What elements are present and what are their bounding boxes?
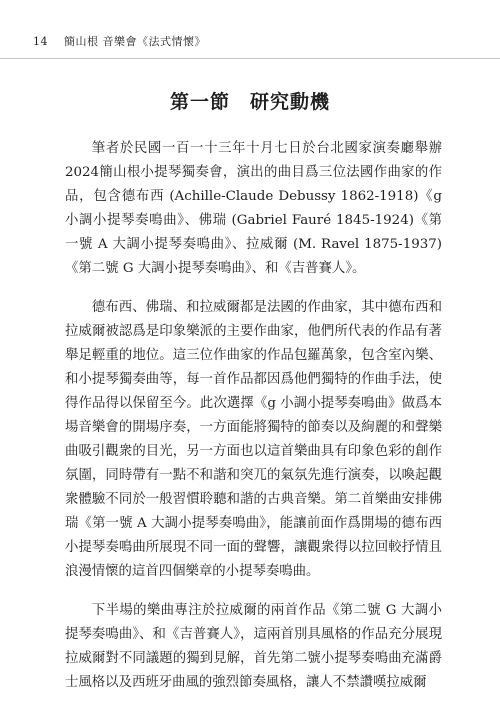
- paragraph-1: 筆者於民國一百一十三年十月七日於台北國家演奏廳舉辦2024簡山根小提琴獨奏會，演出的曲目爲三位法國作曲家的作品，包含德布西 (Achille-Claude Debussy 1862-1918)《g 小調小提琴奏鳴曲》、佛瑞 (Gabriel Fauré 1845-1924)《第一號 A 大調小提琴奏鳴曲》、拉威爾 (M. Ravel 1875-1937)《第二號 G 大調小提琴奏鳴曲》、和《吉普賽人》。: [65, 141, 442, 276]
- body-text: [65, 137, 442, 710]
- running-title: 簡山根 音樂會《法式情懷》: [64, 35, 206, 48]
- page-number: 14: [33, 35, 48, 48]
- paragraph-2: 德布西、佛瑞、和拉威爾都是法國的作曲家，其中德布西和拉威爾被認爲是印象樂派的主要作曲家，他們所代表的作品有著舉足輕重的地位。這三位作曲家的作品包羅萬象，包含室內樂、和小提琴獨奏曲等，每一首作品都因爲他們獨特的作曲手法，使得作品得以保留至今。此次選擇《g 小調小提琴奏鳴曲》做爲本場音樂會的開場序奏，一方面能將獨特的節奏以及絢麗的和聲樂曲吸引觀衆的目光，另一方面也以這首樂曲具有印象色彩的創作氛圍，同時帶有一點不和諧和突兀的氣氛先進行演奏，以喚起觀衆體驗不同於一般習慣聆聽和諧的古典音樂。第二首樂曲安排佛瑞《第一號 A 大調小提琴奏鳴曲》，能讓前面作爲開場的德布西小提琴奏鳴曲所展現不同一面的聲響，讓觀衆得以拉回較抒情且浪漫情懷的這首四個樂章的小提琴奏鳴曲。: [65, 300, 442, 579]
- running-header: [33, 33, 206, 49]
- section-title: 第一節 研究動機: [169, 91, 330, 113]
- paragraph-3: 下半場的樂曲專注於拉威爾的兩首作品《第二號 G 大調小提琴奏鳴曲》、和《吉普賽人》，這兩首別具風格的作品充分展現拉威爾對不同議題的獨到見解，首先第二號小提琴奏鳴曲充滿爵士風格以及西班牙曲風的強烈節奏風格，讓人不禁讚嘆拉威爾: [65, 603, 442, 690]
- header-rule: [0, 58, 500, 59]
